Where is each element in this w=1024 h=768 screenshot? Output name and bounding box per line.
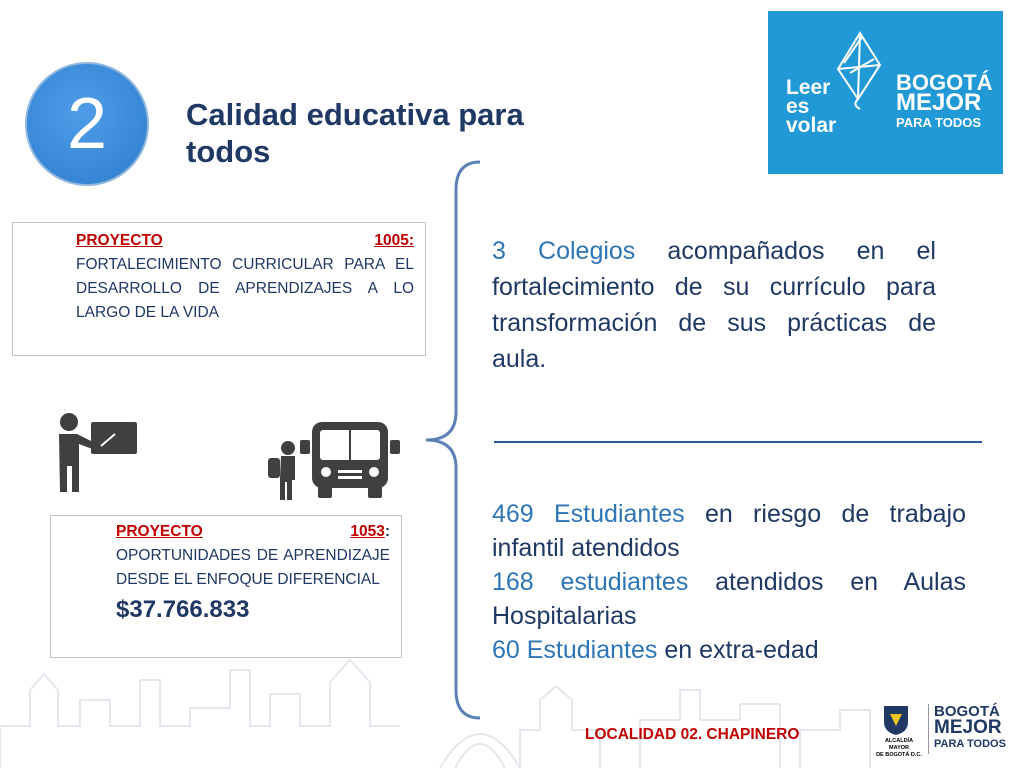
section-number-circle	[25, 62, 149, 186]
project-1053-number: 1053	[350, 523, 385, 540]
footer-logos	[876, 700, 1018, 760]
project-1053-description: OPORTUNIDADES DE APRENDIZAJE DESDE EL ENFOQUE DIFERENCIAL	[116, 547, 390, 588]
students-line-3	[492, 633, 966, 667]
kite-book-icon	[830, 29, 886, 113]
student-icon	[266, 440, 300, 500]
leer-line3: volar	[786, 114, 837, 137]
project-1053-colon: :	[384, 523, 390, 540]
students-hospital-text: atendidos en Aulas Hospitalarias	[492, 568, 966, 630]
alcaldia-text	[876, 738, 922, 759]
project-1053-amount: $37.766.833	[116, 596, 250, 623]
leer-line2: es	[786, 95, 810, 118]
school-bus-icon	[300, 418, 400, 500]
section-divider	[494, 441, 982, 443]
leer-es-volar-wordmark	[786, 78, 836, 135]
footer-bogota-wordmark	[934, 704, 1006, 752]
grouping-brace	[416, 150, 486, 725]
project-1005-heading	[76, 229, 414, 253]
students-risk-text: en riesgo de trabajo infantil atendidos	[492, 500, 966, 562]
footer-divider	[928, 704, 929, 754]
students-hospital-count: 168 estudiantes	[492, 568, 689, 596]
bogota-mejor-wordmark	[896, 70, 993, 133]
colegios-text: acompañados en el fortalecimiento de su currículo para transformación de sus prácticas de aula.	[492, 237, 936, 373]
teacher-icon	[55, 412, 139, 494]
footer-bogota-line1: BOGOTÁ	[934, 703, 1000, 720]
bogota-line1: BOGOTÁ	[896, 70, 993, 95]
alcaldia-line1: ALCALDÍA MAYOR	[884, 738, 914, 751]
leer-line1: Leer	[786, 76, 831, 99]
project-1053-label: PROYECTO	[116, 523, 203, 540]
students-overage-text: en extra-edad	[657, 636, 819, 664]
result-colegios	[492, 233, 936, 377]
footer-bogota-line3: PARA TODOS	[934, 738, 1006, 750]
students-line-2	[492, 565, 966, 633]
footer-bogota-line2: MEJOR	[934, 717, 1002, 738]
page-title: Calidad educativa para todos	[186, 97, 524, 169]
project-1053-heading	[116, 520, 390, 544]
result-students	[492, 497, 966, 667]
students-overage-count: 60 Estudiantes	[492, 636, 658, 664]
bogota-line2: MEJOR	[896, 89, 982, 116]
section-number: 2	[66, 84, 108, 164]
bogota-line3: PARA TODOS	[896, 115, 981, 130]
project-1005-box	[12, 222, 426, 356]
project-1005-description: FORTALECIMIENTO CURRICULAR PARA EL DESARROLLO DE APRENDIZAJES A LO LARGO DE LA VIDA	[76, 256, 414, 321]
program-logo	[768, 11, 1003, 174]
project-1005-number: 1005:	[374, 232, 414, 249]
locality-label: LOCALIDAD 02. CHAPINERO	[585, 726, 800, 743]
project-1053-box	[50, 515, 402, 658]
bogota-coat-of-arms-icon	[882, 704, 910, 736]
alcaldia-line2: DE BOGOTÁ D.C.	[876, 752, 922, 758]
project-1005-label: PROYECTO	[76, 232, 163, 249]
students-risk-count: 469 Estudiantes	[492, 500, 685, 528]
colegios-count: 3 Colegios	[492, 237, 636, 265]
students-line-1	[492, 497, 966, 565]
